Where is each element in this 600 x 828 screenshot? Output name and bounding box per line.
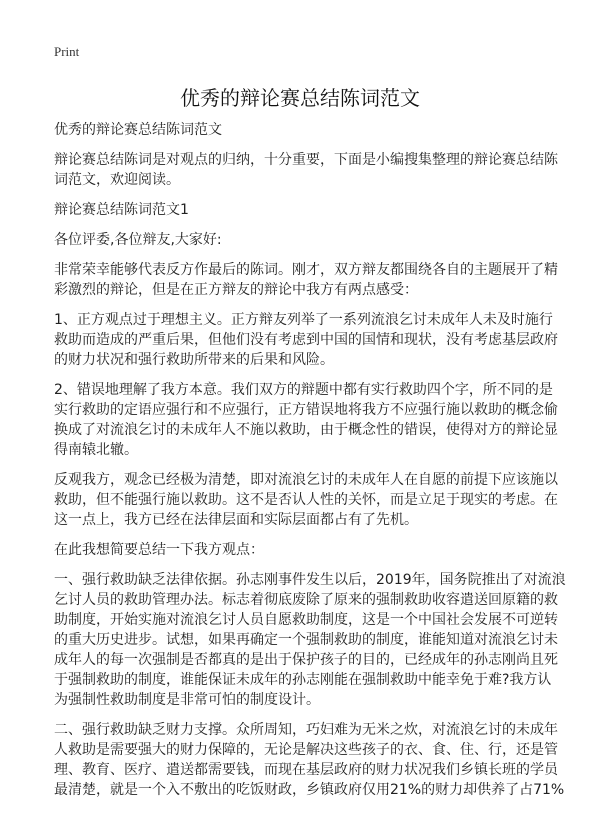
paragraph xyxy=(54,150,558,190)
paragraph-line: 这一点上，我方已经在法律层面和实际层面都占有了先机。 xyxy=(54,512,418,528)
paragraph xyxy=(54,470,558,530)
paragraph-line: 在此我想简要总结一下我方观点： xyxy=(54,542,264,558)
print-link[interactable]: Print xyxy=(54,44,80,59)
paragraph xyxy=(54,200,554,220)
paragraph-line: 助制度，开始实施对流浪乞讨人员自愿救助制度，这是一个中国社会发展不可逆转 xyxy=(54,612,558,628)
paragraph xyxy=(54,570,566,710)
paragraph xyxy=(54,310,558,370)
paragraph-line: 得南辕北辙。 xyxy=(54,442,138,458)
paragraph-line: 各位评委,各位辩友,大家好: xyxy=(54,232,222,248)
paragraph-line: 一、强行救助缺乏法律依据。孙志刚事件发生以后，2019年，国务院推出了对流浪 xyxy=(54,572,566,588)
paragraph-line: 的重大历史进步。试想，如果再确定一个强制救助的制度，谁能知道对流浪乞讨未 xyxy=(54,632,558,648)
paragraph-line: 的财力状况和强行救助所带来的后果和风险。 xyxy=(54,352,334,368)
paragraph xyxy=(54,720,565,800)
paragraph-line: 2、错误地理解了我方本意。我们双方的辩题中都有实行救助四个字，所不同的是 xyxy=(54,382,553,398)
paragraph-line: 反观我方，观念已经极为清楚，即对流浪乞讨的未成年人在自愿的前提下应该施以 xyxy=(54,472,558,488)
document-body xyxy=(54,120,566,810)
paragraph-line: 换成了对流浪乞讨的未成年人不施以救助，由于概念性的错误，使得对方的辩论显 xyxy=(54,422,558,438)
paragraph-line: 成年人的每一次强制是否都真的是出于保护孩子的目的，已经成年的孙志刚尚且死 xyxy=(54,652,558,668)
paragraph xyxy=(54,260,558,300)
paragraph xyxy=(54,120,554,140)
paragraph-line: 为强制性救助制度是非常可怕的制度设计。 xyxy=(54,692,320,708)
paragraph xyxy=(54,380,558,460)
paragraph-line: 救助，但不能强行施以救助。这不是否认人性的关怀，而是立足于现实的考虑。在 xyxy=(54,492,558,508)
paragraph-line: 最清楚，就是一个入不敷出的吃饭财政，乡镇政府仅用21%的财力却供养了占71% xyxy=(54,782,565,798)
paragraph-line: 词范文，欢迎阅读。 xyxy=(54,172,180,188)
paragraph-line: 彩激烈的辩论，但是在正方辩友的辩论中我方有两点感受： xyxy=(54,282,418,298)
paragraph-line: 二、强行救助缺乏财力支撑。众所周知，巧妇难为无米之炊，对流浪乞讨的未成年 xyxy=(54,722,558,738)
paragraph-line: 1、正方观点过于理想主义。正方辩友列举了一系列流浪乞讨未成年人未及时施行 xyxy=(54,312,553,328)
paragraph-line: 辩论赛总结陈词是对观点的归纳，十分重要，下面是小编搜集整理的辩论赛总结陈 xyxy=(54,152,558,168)
paragraph xyxy=(54,540,554,560)
paragraph-line: 辩论赛总结陈词范文1 xyxy=(54,202,189,218)
paragraph-line: 于强制救助的制度，谁能保证未成年的孙志刚能在强制救助中能幸免于难?我方认 xyxy=(54,672,552,688)
paragraph-line: 非常荣幸能够代表反方作最后的陈词。刚才，双方辩友都围绕各自的主题展开了精 xyxy=(54,262,558,278)
paragraph-line: 理、教育、医疗、遣送都需要钱，而现在基层政府的财力状况我们乡镇长班的学员 xyxy=(54,762,558,778)
paragraph-line: 乞讨人员的救助管理办法。标志着彻底废除了原来的强制救助收容遣送回原籍的救 xyxy=(54,592,558,608)
paragraph xyxy=(54,230,554,250)
document-title: 优秀的辩论赛总结陈词范文 xyxy=(180,86,420,110)
paragraph-line: 实行救助的定语应强行和不应强行，正方错误地将我方不应强行施以救助的概念偷 xyxy=(54,402,558,418)
paragraph-line: 优秀的辩论赛总结陈词范文 xyxy=(54,122,222,138)
paragraph-line: 救助而造成的严重后果，但他们没有考虑到中国的国情和现状，没有考虑基层政府 xyxy=(54,332,558,348)
paragraph-line: 人救助是需要强大的财力保障的，无论是解决这些孩子的衣、食、住、行，还是管 xyxy=(54,742,558,758)
